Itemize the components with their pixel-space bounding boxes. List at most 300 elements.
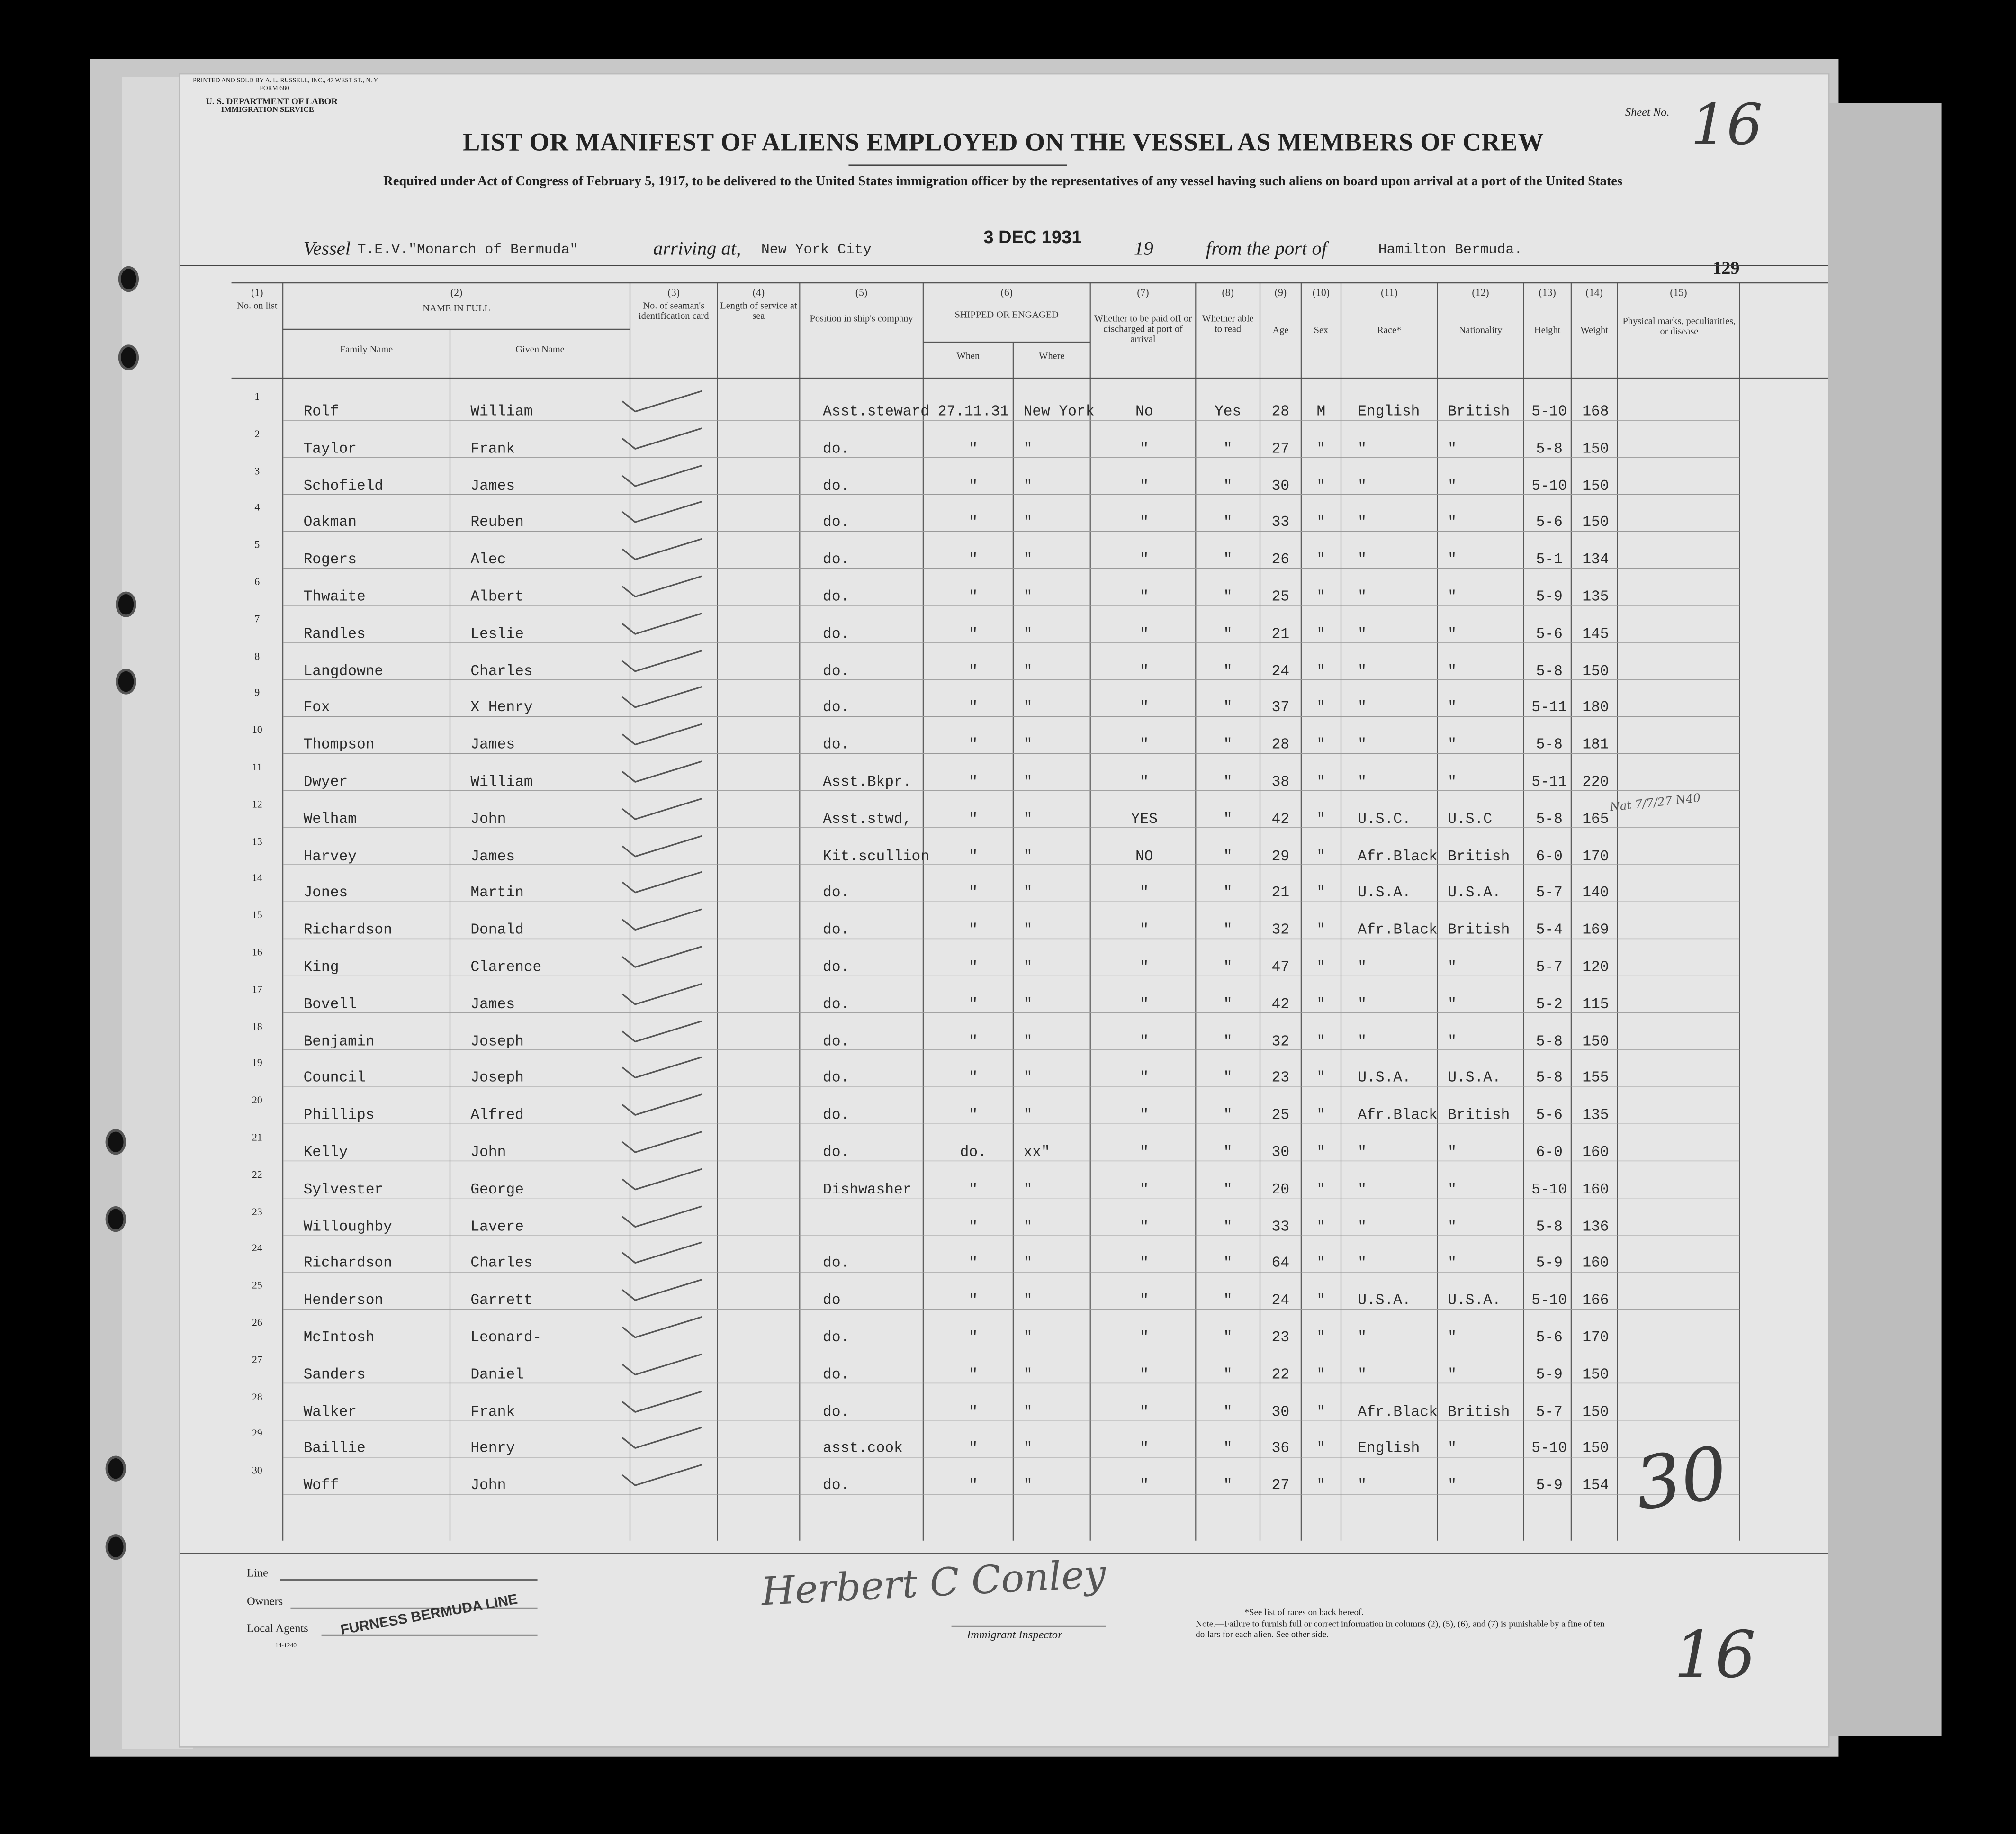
cell-nat: British xyxy=(1448,848,1510,865)
cell-when: 27.11.31 xyxy=(937,404,1009,421)
cell-given: James xyxy=(470,478,515,495)
cell-nat: British xyxy=(1448,1403,1510,1421)
cell-position: Asst.stwd, xyxy=(823,811,912,828)
cell-given: Reuben xyxy=(470,515,524,532)
cell-weight: 160 xyxy=(1582,1144,1609,1162)
footer-sheet-number: 16 xyxy=(1674,1617,1756,1693)
cell-sex: " xyxy=(1316,1033,1326,1050)
naturalized-margin-note: Nat 7/7/27 N40 xyxy=(1609,792,1701,815)
cell-family: Schofield xyxy=(303,478,384,495)
cell-nat: U.S.A. xyxy=(1448,1292,1501,1310)
cell-race: " xyxy=(1358,774,1367,791)
from-port-label: from the port of xyxy=(1206,239,1327,260)
cell-race: " xyxy=(1358,515,1367,532)
cell-age: 29 xyxy=(1271,848,1290,865)
cell-paid: " xyxy=(1140,515,1149,532)
cell-paid: " xyxy=(1140,1219,1149,1236)
cell-where: " xyxy=(1023,478,1033,495)
cell-paid: " xyxy=(1140,1107,1149,1124)
cell-paid: " xyxy=(1140,1329,1149,1346)
cell-nat: " xyxy=(1448,1181,1457,1199)
cell-position: do. xyxy=(823,885,850,902)
cell-given: Alec xyxy=(470,551,506,569)
cell-race: U.S.A. xyxy=(1358,1292,1411,1310)
cell-age: 47 xyxy=(1271,959,1290,976)
when-header: When xyxy=(956,350,980,361)
binder-hole xyxy=(106,1129,126,1155)
binder-hole xyxy=(106,1206,126,1232)
cell-nat: U.S.A. xyxy=(1448,885,1501,902)
cell-paid: " xyxy=(1140,1478,1149,1495)
cell-age: 20 xyxy=(1271,1181,1290,1199)
binder-hole xyxy=(116,669,136,694)
cell-paid: " xyxy=(1140,1070,1149,1087)
cell-nat: " xyxy=(1448,663,1457,680)
cell-age: 27 xyxy=(1271,441,1290,458)
cell-nat: " xyxy=(1448,1329,1457,1346)
cell-when: " xyxy=(969,1033,978,1050)
cell-paid: " xyxy=(1140,996,1149,1013)
given-name-header: Given Name xyxy=(515,343,565,355)
check-mark-icon xyxy=(617,1425,707,1451)
local-agents-label: Local Agents xyxy=(247,1621,308,1635)
cell-age: 28 xyxy=(1271,404,1290,421)
cell-where: " xyxy=(1023,441,1033,458)
cell-given: X Henry xyxy=(470,700,533,717)
cell-family: Baillie xyxy=(303,1441,366,1458)
cell-no: 26 xyxy=(252,1317,262,1328)
cell-height: 5-11 xyxy=(1531,700,1567,717)
cell-race: " xyxy=(1358,663,1367,680)
cell-no: 5 xyxy=(254,539,260,551)
line-label: Line xyxy=(247,1566,268,1580)
cell-no: 14 xyxy=(252,872,262,884)
cell-no: 21 xyxy=(252,1131,262,1144)
check-mark-icon xyxy=(617,425,707,451)
cell-weight: 150 xyxy=(1582,1366,1609,1384)
cell-nat: " xyxy=(1448,737,1457,754)
cell-nat: " xyxy=(1448,996,1457,1013)
cell-position: do. xyxy=(823,1033,850,1050)
cell-where: " xyxy=(1023,1329,1033,1346)
cell-family: Henderson xyxy=(303,1292,384,1310)
binder-hole xyxy=(118,344,139,370)
cell-nat: " xyxy=(1448,700,1457,717)
vessel-name: T.E.V."Monarch of Bermuda" xyxy=(357,243,578,259)
cell-position: Asst.steward xyxy=(823,404,929,421)
cell-where: " xyxy=(1023,996,1033,1013)
cell-family: Rolf xyxy=(303,404,339,421)
cell-where: " xyxy=(1023,589,1033,606)
cell-weight: 166 xyxy=(1582,1292,1609,1310)
cell-race: " xyxy=(1358,1181,1367,1199)
cell-given: Alfred xyxy=(470,1107,524,1124)
sheet-number: 16 xyxy=(1691,92,1763,158)
cell-given: John xyxy=(470,1144,506,1162)
check-mark-icon xyxy=(617,1351,707,1377)
cell-age: 38 xyxy=(1271,774,1290,791)
cell-paid: " xyxy=(1140,922,1149,939)
check-mark-icon xyxy=(617,648,707,673)
cell-paid: " xyxy=(1140,478,1149,495)
check-mark-icon xyxy=(617,1166,707,1192)
cell-age: 25 xyxy=(1271,1107,1290,1124)
arriving-port: New York City xyxy=(761,243,872,259)
cell-when: " xyxy=(969,885,978,902)
cell-position: do. xyxy=(823,663,850,680)
cell-given: Frank xyxy=(470,1403,515,1421)
sheet-label: Sheet No. xyxy=(1625,105,1670,118)
check-mark-icon xyxy=(617,1240,707,1266)
check-mark-icon xyxy=(617,870,707,895)
cell-nat: " xyxy=(1448,1219,1457,1236)
cell-no: 29 xyxy=(252,1427,262,1440)
cell-read: " xyxy=(1223,441,1233,458)
col-5-num: (5) xyxy=(855,287,868,298)
cell-position: do. xyxy=(823,1366,850,1384)
col-7-num: (7) xyxy=(1137,287,1149,298)
cell-age: 21 xyxy=(1271,885,1290,902)
cell-nat: " xyxy=(1448,1033,1457,1050)
cell-family: Sylvester xyxy=(303,1181,384,1199)
cell-where: " xyxy=(1023,848,1033,865)
cell-age: 24 xyxy=(1271,1292,1290,1310)
cell-age: 23 xyxy=(1271,1329,1290,1346)
cell-height: 5-7 xyxy=(1536,885,1563,902)
check-mark-icon xyxy=(617,574,707,599)
cell-paid: " xyxy=(1140,1256,1149,1273)
cell-position: do. xyxy=(823,959,850,976)
cell-position: do. xyxy=(823,551,850,569)
cell-family: Walker xyxy=(303,1403,357,1421)
cell-race: " xyxy=(1358,996,1367,1013)
cell-paid: " xyxy=(1140,959,1149,976)
check-mark-icon xyxy=(617,1203,707,1229)
cell-nat: " xyxy=(1448,551,1457,569)
cell-where: " xyxy=(1023,663,1033,680)
cell-height: 5-2 xyxy=(1536,996,1563,1013)
cell-given: George xyxy=(470,1181,524,1199)
cell-read: " xyxy=(1223,1329,1233,1346)
cell-race: English xyxy=(1358,404,1420,421)
cell-read: " xyxy=(1223,1366,1233,1384)
cell-position: Asst.Bkpr. xyxy=(823,774,912,791)
check-mark-icon xyxy=(617,981,707,1006)
cell-given: William xyxy=(470,404,533,421)
cell-where: " xyxy=(1023,515,1033,532)
cell-sex: " xyxy=(1316,700,1326,717)
agents-stamp: FURNESS BERMUDA LINE xyxy=(339,1592,519,1639)
cell-where: " xyxy=(1023,1070,1033,1087)
check-mark-icon xyxy=(617,796,707,822)
cell-nat: " xyxy=(1448,1441,1457,1458)
cell-when: " xyxy=(969,441,978,458)
cell-read: " xyxy=(1223,996,1233,1013)
cell-height: 5-10 xyxy=(1531,478,1567,495)
cell-age: 25 xyxy=(1271,589,1290,606)
cell-given: James xyxy=(470,996,515,1013)
cell-sex: " xyxy=(1316,1403,1326,1421)
check-mark-icon xyxy=(617,759,707,784)
cell-race: " xyxy=(1358,1329,1367,1346)
total-count-note: 30 xyxy=(1630,1431,1733,1527)
cell-sex: " xyxy=(1316,589,1326,606)
cell-family: Rogers xyxy=(303,551,357,569)
cell-no: 10 xyxy=(252,724,262,736)
cell-when: " xyxy=(969,1107,978,1124)
cell-given: Joseph xyxy=(470,1070,524,1087)
cell-weight: 115 xyxy=(1582,996,1609,1013)
cell-age: 22 xyxy=(1271,1366,1290,1384)
cell-nat: " xyxy=(1448,959,1457,976)
cell-read: " xyxy=(1223,922,1233,939)
inspector-signature: Herbert C Conley xyxy=(760,1552,1107,1616)
cell-when: " xyxy=(969,478,978,495)
cell-family: Dwyer xyxy=(303,774,348,791)
cell-paid: " xyxy=(1140,1366,1149,1384)
cell-sex: " xyxy=(1316,996,1326,1013)
cell-position: do. xyxy=(823,737,850,754)
cell-when: " xyxy=(969,1441,978,1458)
cell-nat: " xyxy=(1448,774,1457,791)
cell-read: " xyxy=(1223,959,1233,976)
cell-where: " xyxy=(1023,1256,1033,1273)
cell-height: 5-6 xyxy=(1536,515,1563,532)
cell-read: " xyxy=(1223,1292,1233,1310)
cell-sex: " xyxy=(1316,1329,1326,1346)
cell-where: " xyxy=(1023,737,1033,754)
cell-family: Thwaite xyxy=(303,589,366,606)
page-number: 129 xyxy=(1712,260,1740,280)
check-mark-icon xyxy=(617,499,707,525)
cell-where: " xyxy=(1023,1478,1033,1495)
cell-height: 6-0 xyxy=(1536,848,1563,865)
cell-height: 5-8 xyxy=(1536,441,1563,458)
cell-height: 6-0 xyxy=(1536,1144,1563,1162)
cell-height: 5-8 xyxy=(1536,737,1563,754)
cell-when: " xyxy=(969,1219,978,1236)
col-10-num: (10) xyxy=(1312,287,1330,298)
cell-sex: " xyxy=(1316,626,1326,643)
cell-no: 3 xyxy=(254,465,260,477)
cell-family: Thompson xyxy=(303,737,375,754)
col-2-header: NAME IN FULL xyxy=(423,302,490,314)
cell-family: Oakman xyxy=(303,515,357,532)
cell-weight: 170 xyxy=(1582,848,1609,865)
cell-when: " xyxy=(969,515,978,532)
cell-no: 16 xyxy=(252,946,262,958)
cell-paid: " xyxy=(1140,885,1149,902)
family-name-header: Family Name xyxy=(340,343,393,355)
cell-read: " xyxy=(1223,663,1233,680)
cell-read: " xyxy=(1223,1403,1233,1421)
cell-nat: British xyxy=(1448,404,1510,421)
cell-read: " xyxy=(1223,1070,1233,1087)
col-9-num: (9) xyxy=(1274,287,1287,298)
cell-sex: " xyxy=(1316,1256,1326,1273)
where-header: Where xyxy=(1039,350,1065,361)
form-number: FORM 680 xyxy=(260,86,289,93)
cell-height: 5-8 xyxy=(1536,1070,1563,1087)
cell-age: 30 xyxy=(1271,1144,1290,1162)
cell-where: " xyxy=(1023,551,1033,569)
cell-weight: 160 xyxy=(1582,1256,1609,1273)
col-1-num: (1) xyxy=(251,287,263,298)
cell-when: " xyxy=(969,589,978,606)
cell-age: 33 xyxy=(1271,1219,1290,1236)
cell-family: Jones xyxy=(303,885,348,902)
cell-no: 7 xyxy=(254,613,260,625)
cell-height: 5-6 xyxy=(1536,1329,1563,1346)
cell-sex: " xyxy=(1316,478,1326,495)
cell-race: " xyxy=(1358,959,1367,976)
cell-when: " xyxy=(969,996,978,1013)
cell-nat: " xyxy=(1448,441,1457,458)
cell-family: Langdowne xyxy=(303,663,384,680)
cell-paid: " xyxy=(1140,441,1149,458)
cell-read: " xyxy=(1223,811,1233,828)
cell-position: Dishwasher xyxy=(823,1181,912,1199)
cell-height: 5-1 xyxy=(1536,551,1563,569)
cell-age: 26 xyxy=(1271,551,1290,569)
cell-position: do. xyxy=(823,1329,850,1346)
check-mark-icon xyxy=(617,1055,707,1081)
cell-paid: " xyxy=(1140,663,1149,680)
cell-family: Council xyxy=(303,1070,366,1087)
cell-sex: " xyxy=(1316,1070,1326,1087)
cell-age: 24 xyxy=(1271,663,1290,680)
cell-where: " xyxy=(1023,1366,1033,1384)
col-3-num: (3) xyxy=(667,287,680,298)
cell-sex: " xyxy=(1316,1107,1326,1124)
cell-given: Charles xyxy=(470,1256,533,1273)
cell-given: Leslie xyxy=(470,626,524,643)
cell-weight: 120 xyxy=(1582,959,1609,976)
cell-where: " xyxy=(1023,959,1033,976)
cell-sex: " xyxy=(1316,1366,1326,1384)
cell-age: 27 xyxy=(1271,1478,1290,1495)
page-title: LIST OR MANIFEST OF ALIENS EMPLOYED ON THE VESSEL AS MEMBERS OF CREW xyxy=(463,128,1544,157)
cell-sex: " xyxy=(1316,737,1326,754)
cell-weight: 170 xyxy=(1582,1329,1609,1346)
cell-position: asst.cook xyxy=(823,1441,903,1458)
cell-nat: " xyxy=(1448,589,1457,606)
cell-read: " xyxy=(1223,515,1233,532)
col-9-header: Age xyxy=(1272,324,1289,336)
cell-sex: " xyxy=(1316,1478,1326,1495)
line-rule xyxy=(280,1579,538,1581)
cell-given: Charles xyxy=(470,663,533,680)
cell-paid: " xyxy=(1140,1441,1149,1458)
cell-where: " xyxy=(1023,885,1033,902)
cell-sex: " xyxy=(1316,811,1326,828)
cell-read: " xyxy=(1223,1144,1233,1162)
cell-paid: " xyxy=(1140,774,1149,791)
cell-no: 12 xyxy=(252,798,262,810)
cell-sex: " xyxy=(1316,1181,1326,1199)
cell-family: Harvey xyxy=(303,848,357,865)
cell-given: Martin xyxy=(470,885,524,902)
cell-position: do. xyxy=(823,1256,850,1273)
cell-race: " xyxy=(1358,1478,1367,1495)
cell-given: Garrett xyxy=(470,1292,533,1310)
cell-when: " xyxy=(969,959,978,976)
cell-when: " xyxy=(969,848,978,865)
cell-nat: " xyxy=(1448,1366,1457,1384)
cell-read: " xyxy=(1223,551,1233,569)
cell-position: do. xyxy=(823,922,850,939)
cell-read: Yes xyxy=(1215,404,1242,421)
cell-no: 25 xyxy=(252,1280,262,1292)
cell-family: Welham xyxy=(303,811,357,828)
cell-no: 8 xyxy=(254,650,260,662)
col-14-header: Weight xyxy=(1580,324,1608,336)
cell-sex: " xyxy=(1316,774,1326,791)
cell-weight: 168 xyxy=(1582,404,1609,421)
cell-nat: " xyxy=(1448,515,1457,532)
cell-family: Taylor xyxy=(303,441,357,458)
cell-nat: " xyxy=(1448,1478,1457,1495)
cell-race: Afr.Black xyxy=(1358,922,1438,939)
cell-weight: 165 xyxy=(1582,811,1609,828)
cell-no: 28 xyxy=(252,1391,262,1403)
cell-height: 5-6 xyxy=(1536,1107,1563,1124)
cell-position: do. xyxy=(823,1107,850,1124)
cell-sex: " xyxy=(1316,663,1326,680)
cell-read: " xyxy=(1223,1478,1233,1495)
cell-given: Joseph xyxy=(470,1033,524,1050)
cell-given: Albert xyxy=(470,589,524,606)
cell-paid: " xyxy=(1140,1181,1149,1199)
cell-nat: " xyxy=(1448,626,1457,643)
cell-given: Leonard- xyxy=(470,1329,542,1346)
col-3-header: No. of seaman's identification card xyxy=(638,299,709,322)
check-mark-icon xyxy=(617,685,707,710)
cell-read: " xyxy=(1223,478,1233,495)
date-stamp: 3 DEC 1931 xyxy=(983,226,1082,247)
check-mark-icon xyxy=(617,1388,707,1414)
cell-read: " xyxy=(1223,1256,1233,1273)
cell-given: Henry xyxy=(470,1441,515,1458)
cell-position: Kit.scullion xyxy=(823,848,929,865)
cell-nat: U.S.A. xyxy=(1448,1070,1501,1087)
col-1-header: No. on list xyxy=(237,299,278,311)
cell-sex: " xyxy=(1316,551,1326,569)
cell-where: " xyxy=(1023,922,1033,939)
cell-height: 5-9 xyxy=(1536,1366,1563,1384)
cell-race: " xyxy=(1358,1256,1367,1273)
vessel-label: Vessel xyxy=(303,239,351,260)
cell-read: " xyxy=(1223,737,1233,754)
check-mark-icon xyxy=(617,833,707,858)
cell-paid: NO xyxy=(1135,848,1153,865)
cell-height: 5-10 xyxy=(1531,1441,1567,1458)
service-name: IMMIGRATION SERVICE xyxy=(221,107,314,115)
cell-age: 42 xyxy=(1271,996,1290,1013)
cell-nat: British xyxy=(1448,1107,1510,1124)
cell-age: 42 xyxy=(1271,811,1290,828)
cell-weight: 134 xyxy=(1582,551,1609,569)
cell-when: " xyxy=(969,626,978,643)
col-13-num: (13) xyxy=(1539,287,1556,298)
cell-paid: " xyxy=(1140,700,1149,717)
from-port: Hamilton Bermuda. xyxy=(1378,243,1523,259)
form-code: 14-1240 xyxy=(275,1643,297,1650)
cell-no: 19 xyxy=(252,1057,262,1069)
cell-where: " xyxy=(1023,1403,1033,1421)
cell-no: 24 xyxy=(252,1243,262,1255)
cell-when: " xyxy=(969,1256,978,1273)
